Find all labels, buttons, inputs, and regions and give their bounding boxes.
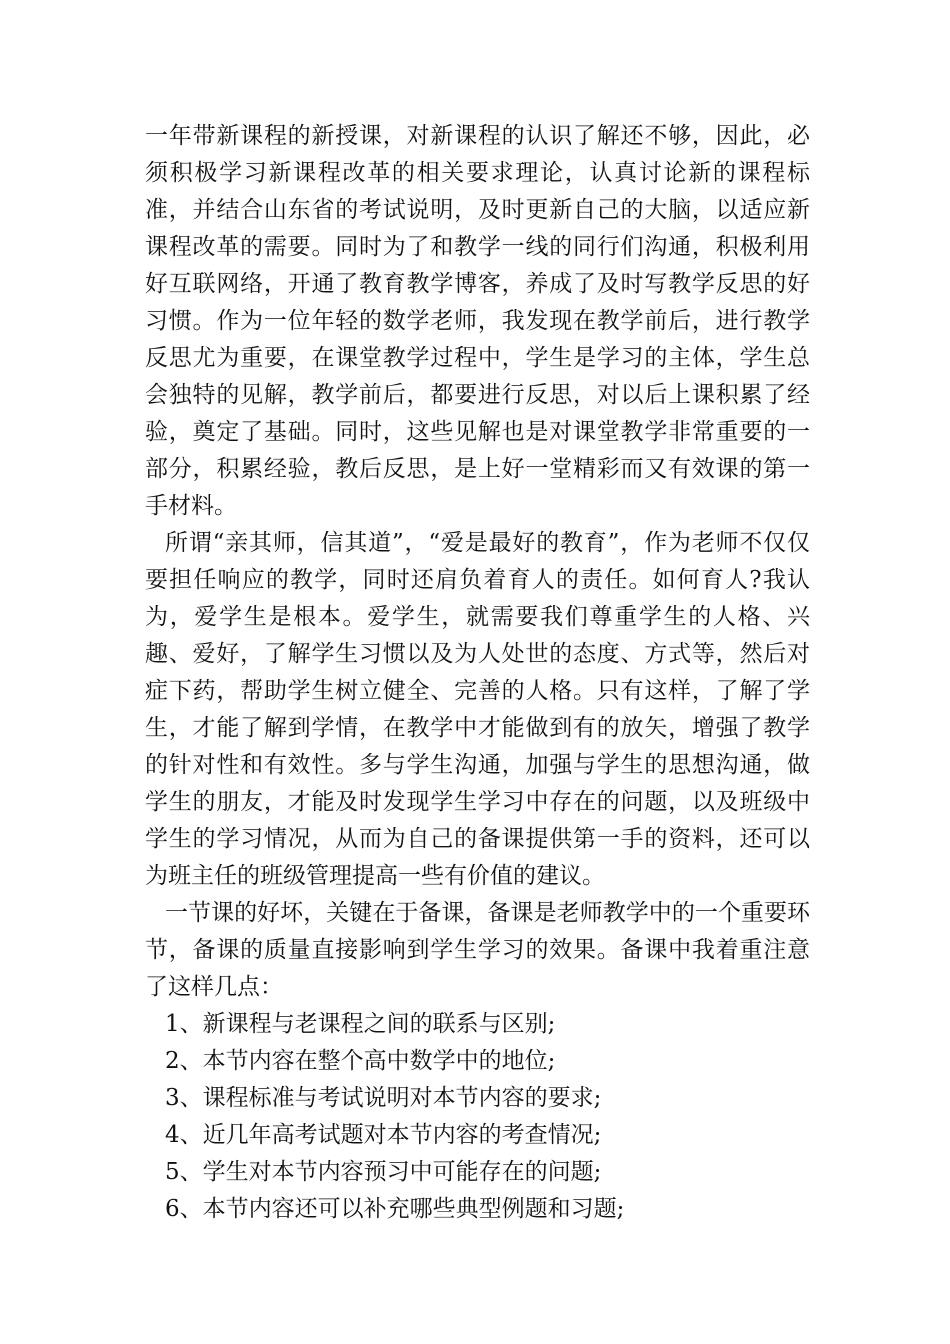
list-item: 1、新课程与老课程之间的联系与区别; [165, 1011, 556, 1037]
list-item: 5、学生对本节内容预习中可能存在的问题; [165, 1159, 602, 1185]
list-item: 2、本节内容在整个高中数学中的地位; [165, 1048, 556, 1074]
paragraph-2: 所谓“亲其师，信其道”，“爱是最好的教育”，作为老师不仅仅要担任响应的教学，同时还肩负着育人的责任。如何育人?我认为，爱学生是根本。爱学生，就需要我们尊重学生的人格、兴趣、爱好，了解学生习惯以及为人处世的态度、方式等，然后对症下药，帮助学生树立健全、完善的人格。只有这样，了解了学生，才能了解到学情，在教学中才能做到有的放矢，增强了教学的针对性和有效性。多与学生沟通，加强与学生的思想沟通，做学生的朋友，才能及时发现学生学习中存在的问题，以及班级中学生的学习情况，从而为自己的备课提供第一手的资料，还可以为班主任的班级管理提高一些有价值的建议。 [145, 530, 810, 889]
list-item: 3、课程标准与考试说明对本节内容的要求; [165, 1085, 602, 1111]
paragraph-1: 一年带新课程的新授课，对新课程的认识了解还不够，因此，必须积极学习新课程改革的相关要求理论，认真讨论新的课程标准，并结合山东省的考试说明，及时更新自己的大脑，以适应新课程改革的需要。同时为了和教学一线的同行们沟通，积极利用好互联网络，开通了教育教学博客，养成了及时写教学反思的好习惯。作为一位年轻的数学老师，我发现在教学前后，进行教学反思尤为重要，在课堂教学过程中，学生是学习的主体，学生总会独特的见解，教学前后，都要进行反思，对以后上课积累了经验，奠定了基础。同时，这些见解也是对课堂教学非常重要的一部分，积累经验，教后反思，是上好一堂精彩而又有效课的第一手材料。 [145, 123, 810, 519]
list-item: 6、本节内容还可以补充哪些典型例题和习题; [165, 1196, 625, 1222]
document-body [145, 118, 810, 1228]
list-item: 4、近几年高考试题对本节内容的考查情况; [165, 1122, 602, 1148]
paragraph-3: 一节课的好坏，关键在于备课，备课是老师教学中的一个重要环节，备课的质量直接影响到学生学习的效果。备课中我着重注意了这样几点： [145, 900, 810, 1000]
lesson-prep-list [145, 1006, 810, 1228]
